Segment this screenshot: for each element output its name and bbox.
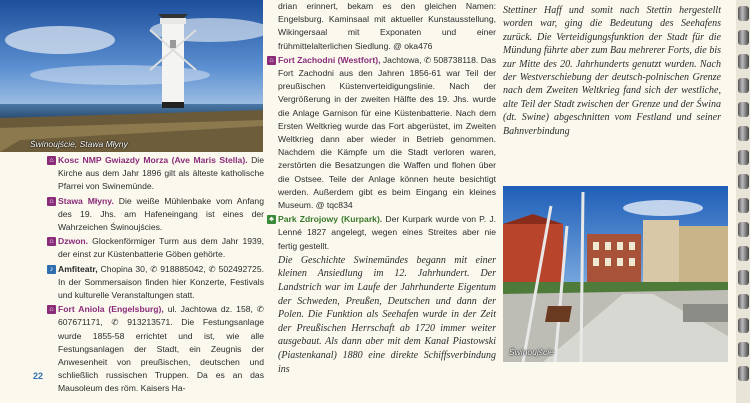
entry-text: Chopina 30, ✆ 918885042, ✆ 502492725. In der Sommersaison finden hier Konzerte, Festivals und kulturelle Veranstaltungen statt.: [58, 263, 265, 301]
history-text-continued: Stettiner Haff und somit nach Stettin hergestellt worden war, ging die Bedeutung des Seehafens zurück. Die Verteidigungsfunktion der Stadt für die Mündung führte aber zum Bau mehrerer Forts, die bis zur Mitte des 20. Jahrhunderts genutzt wurden. Nach der Westverschiebung der deutsch-polnischen Grenze nach dem Zweiten Weltkrieg fand sich der westliche, alte Teil der Stadt zwischen der Grenze und der Świna (dt. Swine) abgeschnitten vom Festland und seiner Bahnverbindung: [503, 5, 721, 137]
binding-ring: [738, 198, 749, 213]
landmark-icon: ⌂: [47, 237, 56, 246]
fortress-icon: ⌂: [47, 305, 56, 314]
binding-ring: [738, 30, 749, 45]
entry-park: [269, 213, 497, 253]
entry-text: Der Kurpark wurde von P. J. Lenné 1827 angelegt, wegen eines Streites aber nie fertig gestellt.: [278, 214, 497, 251]
binding-ring: [738, 366, 749, 381]
photo2-caption: Świnoujście: [509, 347, 554, 357]
landmark-icon: ⌂: [47, 197, 56, 206]
entry-title: Stawa Młyny.: [58, 195, 114, 206]
entry-text: Die weiße Mühlenbake vom Anfang des 19. Jhs. am Hafeneingang ist eines der Wahrzeichen Świnoujścies.: [58, 195, 264, 233]
entry-text: Glockenförmiger Turm aus dem Jahr 1939, der einst zur Küstenbatterie Göben gehörte.: [58, 236, 265, 260]
binding-ring: [738, 126, 749, 141]
entry-stawa: [49, 195, 264, 235]
lighthouse-photo: [0, 0, 263, 152]
entry-continued: drian erinnert, bekam es den gleichen Namen: Engelsburg. Kaminsaal mit aktueller Kunstausstellung, Wikingersaal mit Exponaten und einer frühmittelalterlichen Siedlung. @ oka476: [278, 1, 496, 51]
entry-title: Dzwon.: [58, 236, 89, 247]
binding-ring: [738, 294, 749, 309]
binding-ring: [738, 270, 749, 285]
theater-icon: ♪: [47, 265, 56, 274]
page-number: 22: [33, 371, 44, 381]
promenade-photo: [503, 186, 728, 362]
binding-ring: [738, 222, 749, 237]
photo1-caption: Świnoujście, Stawa Młyny: [30, 139, 128, 149]
entry-fort-aniola: [49, 303, 264, 395]
binding-ring: [738, 54, 749, 69]
entry-text: Jachtowa, ✆ 508738118. Das Fort Zachodni aus den Jahren 1856-61 war Teil der preußischen Küstenverteidigungslinie. Nach der Vergrößerung in der zweiten Hälfte des 19. Jhs. wurde die Anlage Garnison für eine Küstenbatterie. Nach dem Ersten Weltkrieg wurde das Fort abgerüstet, im Zweiten Weltkrieg dann aber wieder in Betrieb genommen. Nachdem die Kämpfe um die Stadt verloren waren, zerstörten die Besatzungen die Waffen und flohen über die Ostsee. Teile der Anlage können heute besichtigt werden. Außerdem gibt es beim Eingang ein kleines Museum. @ tqc834: [278, 54, 496, 211]
church-icon: ⌂: [47, 156, 56, 165]
binding-ring: [738, 6, 749, 21]
entry-kosciol: [49, 154, 264, 194]
entry-title: Amfiteatr,: [58, 263, 98, 274]
binding-ring: [738, 318, 749, 333]
binding-ring: [738, 78, 749, 93]
entry-dzwon: [49, 235, 265, 261]
entry-title: Fort Zachodni (Westfort),: [278, 54, 381, 65]
column-1: [49, 154, 265, 397]
entry-amfiteatr: [49, 263, 265, 303]
binding-ring: [738, 102, 749, 117]
entry-title: Park Zdrojowy (Kurpark).: [278, 214, 383, 225]
entry-fort-zachodni: [269, 54, 496, 212]
park-icon: ♣: [267, 215, 276, 224]
entry-title: Kosc NMP Gwiazdy Morza (Ave Maris Stella).: [58, 155, 248, 165]
binding-ring: [738, 174, 749, 189]
entry-text: Die Kirche aus dem Jahr 1896 gilt als älteste katholische Pfarrei von Swinemünde.: [58, 155, 264, 192]
entry-title: Fort Aniola (Engelsburg),: [58, 304, 164, 315]
binding-ring: [738, 342, 749, 357]
binding-ring: [738, 150, 749, 165]
history-text: Die Geschichte Swinemündes begann mit einer kleinen Ansiedlung im 12. Jahrhundert. Der Landstrich war im Laufe der Jahrhunderte Eigentum der Schweden, Preußen, Deutschen und dann der Polen. Die Funktion als Seehafen wurde in der Zeit der Preußischen Herrschaft ab 1720 immer weiter ausgebaut. Als dann aber mit dem Kanał Piastowski (Piastenkanal) 1880 eine direkte Schiffsverbindung ins: [278, 254, 496, 375]
binding-ring: [738, 246, 749, 261]
entry-text: ul. Jachtowa dz. 158, ✆ 607671171, ✆ 913213571. Die Festungsanlage wurde 1855-58 errichtet und ist, wie alle Festungsanlagen der Stadt, ein Zeugnis der Anwesenheit von preußischen, deutschen und schließlich russischen Truppen. Da es an das Mausoleum des röm. Kaisers Ha-: [58, 304, 264, 394]
fortress-icon: ⌂: [267, 56, 276, 65]
column-2: [269, 0, 497, 376]
